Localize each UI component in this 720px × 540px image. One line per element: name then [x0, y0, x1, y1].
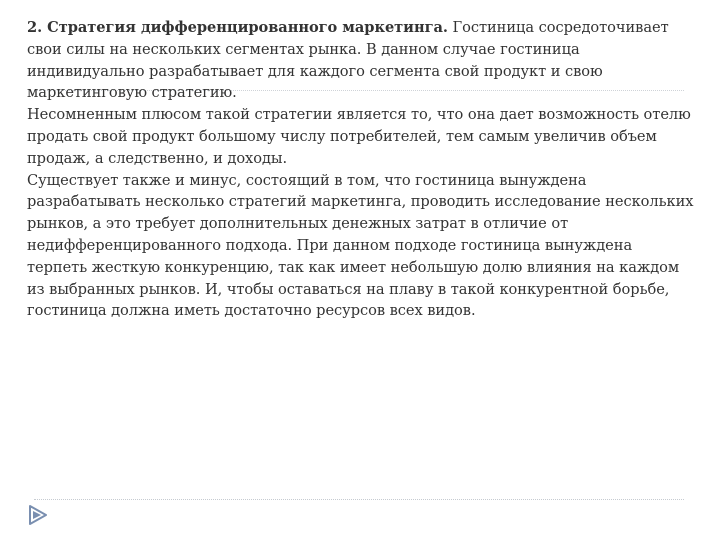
paragraph-strategy-definition [27, 17, 695, 104]
play-arrow-icon[interactable] [24, 503, 50, 527]
bottom-divider [34, 499, 684, 500]
slide-body-text [27, 17, 695, 322]
strategy-heading: 2. Стратегия дифференцированного маркетинга. [27, 19, 448, 36]
paragraph-advantage: Несомненным плюсом такой стратегии является то, что она дает возможность отелю продать свой продукт большому числу потребителей, тем самым увеличив объем продаж, а следственно, и доходы. [27, 106, 691, 167]
paragraph-disadvantage: Существует также и минус, состоящий в том, что гостиница вынуждена разрабатывать несколько стратегий маркетинга, проводить исследование нескольких рынков, а это требует дополнительных денежных затрат в отличие от недифференцированного подхода. При данном подходе гостиница вынуждена терпеть жесткую конкуренцию, так как имеет небольшую долю влияния на каждом из выбранных рынков. И, чтобы оставаться на плаву в такой конкурентной борьбе, гостиница должна иметь достаточно ресурсов всех видов. [27, 171, 694, 320]
strategy-definition-text: Гостиница сосредоточивает свои силы на нескольких сегментах рынка. В данном случае гостиница индивидуально разрабатывает для каждого сегмента свой продукт и свою маркетинговую стратегию. [27, 19, 669, 102]
